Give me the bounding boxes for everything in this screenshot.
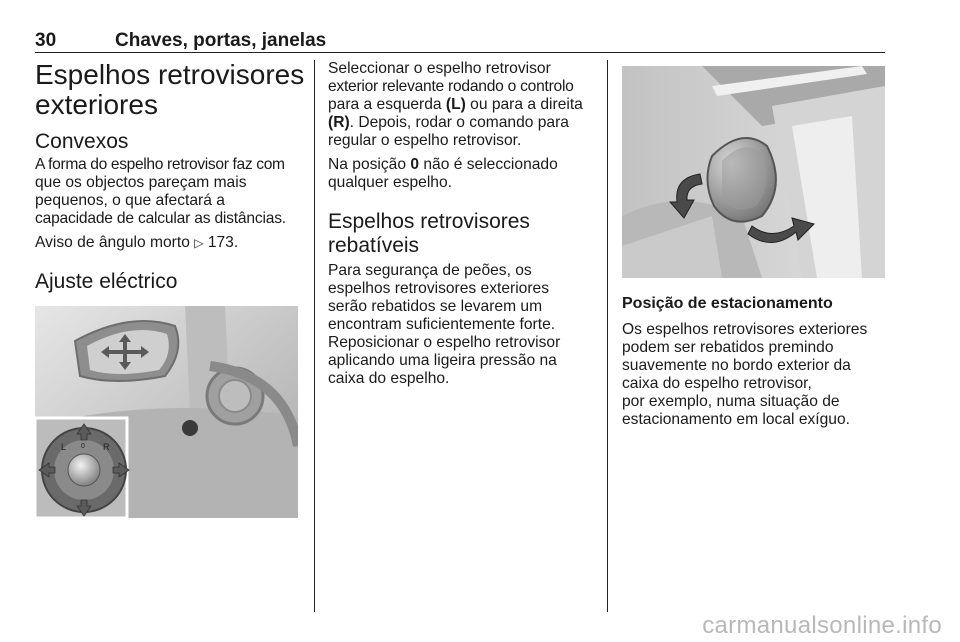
column-divider-1	[314, 60, 315, 612]
electric-adjust-heading: Ajuste eléctrico	[35, 270, 178, 293]
parking-position-heading: Posição de estacionamento	[622, 295, 833, 312]
mirror-switch-illustration	[35, 306, 298, 518]
folding-mirror-drawing	[622, 66, 885, 278]
folding-paragraph: Para segurança de peões, os espelhos retrovisores exteriores serão rebatidos se levarem um encontram suficientemente forte. Reposicionar o espelho retrovisor aplicando uma ligeira pressão na caixa do espelho.	[328, 262, 561, 387]
switch-label-right: R	[103, 442, 110, 452]
switch-label-off: 0	[81, 443, 85, 450]
column-2	[328, 60, 594, 394]
section-title: Espelhos retrovisores exteriores	[35, 59, 305, 120]
header-rule	[35, 52, 885, 53]
position-zero-label: 0	[410, 156, 420, 173]
right-key-label: (R)	[328, 114, 350, 131]
select-mirror-paragraph: Seleccionar o espelho retrovisor exterior relevante rodando o controlo para a esquerda (L) ou para a direita (R). Depois, rodar o comando para regular o espelho retrovisor.	[328, 60, 583, 149]
column-3	[622, 60, 884, 435]
mirror-switch-drawing	[35, 306, 298, 518]
blind-spot-reference: Aviso de ângulo morto ▷ 173.	[35, 234, 239, 251]
page-number: 30	[35, 30, 57, 51]
convex-paragraph: A forma do espelho retrovisor faz com que os objectos pareçam mais pequenos, o que afectará a capacidade de calcular as distâncias.	[35, 156, 286, 227]
column-1	[35, 59, 305, 518]
watermark: carmanualsonline.info	[702, 612, 942, 639]
parking-paragraph: Os espelhos retrovisores exteriores podem ser rebatidos premindo suavemente no bordo exterior da caixa do espelho retrovisor, por exemplo, numa situação de estacionamento em local exíguo.	[622, 321, 868, 428]
column-divider-2	[607, 60, 608, 612]
switch-label-left: L	[61, 442, 67, 452]
left-key-label: (L)	[445, 96, 466, 113]
folding-mirrors-heading: Espelhos retrovisores rebatíveis	[328, 210, 530, 257]
folding-mirror-illustration	[622, 66, 885, 278]
blind-spot-page-link[interactable]: 173.	[207, 234, 239, 251]
position-zero-paragraph: Na posição 0 não é seleccionado qualquer espelho.	[328, 156, 558, 191]
page-reference-arrow-icon: ▷	[194, 236, 204, 250]
chapter-title: Chaves, portas, janelas	[115, 30, 327, 51]
convex-heading: Convexos	[35, 130, 129, 153]
page-header	[35, 30, 885, 52]
